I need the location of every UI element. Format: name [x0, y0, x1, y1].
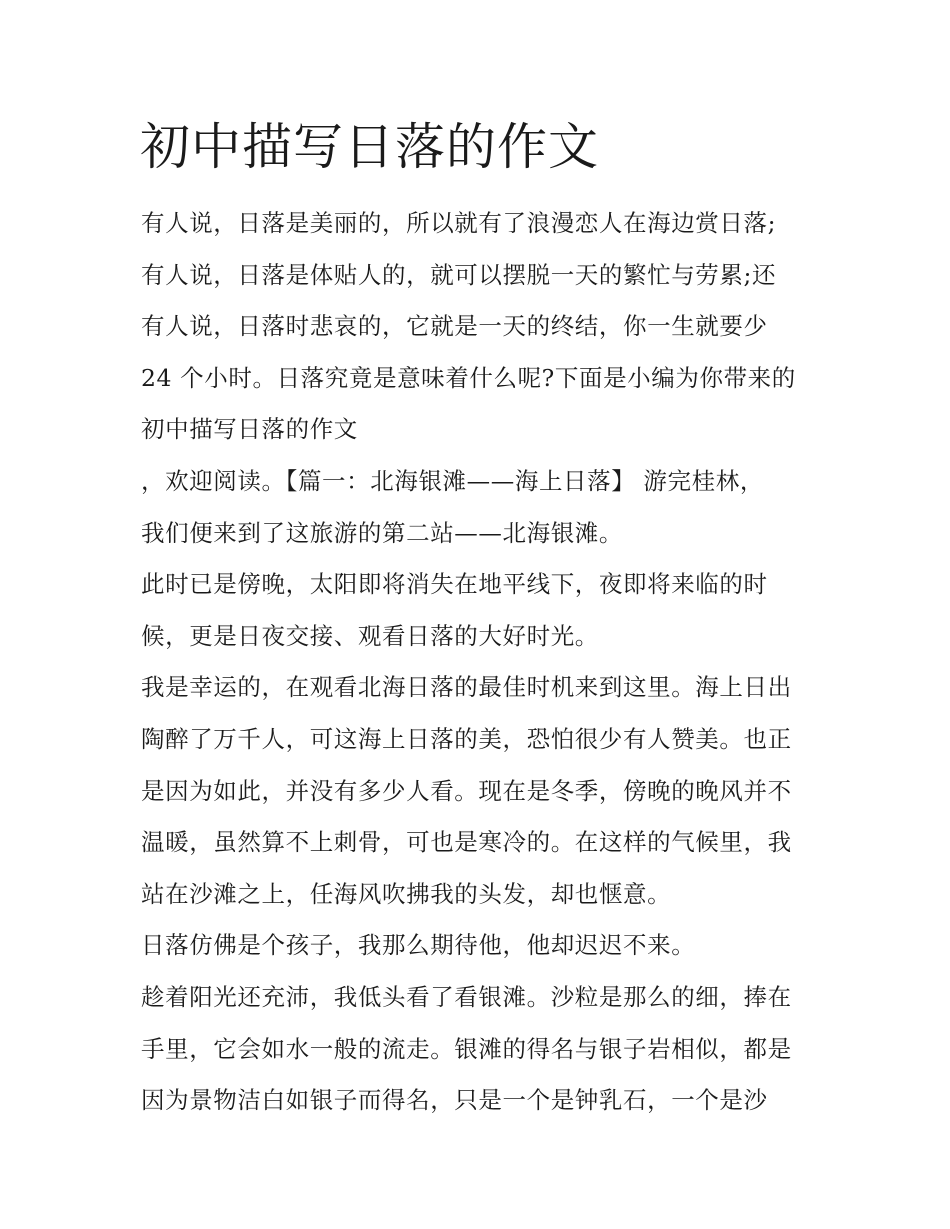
body-line: 是因为如此，并没有多少人看。现在是冬季，傍晚的晚风并不 [141, 776, 792, 805]
body-line: 候，更是日夜交接、观看日落的大好时光。 [141, 621, 599, 650]
body-line: 我是幸运的，在观看北海日落的最佳时机来到这里。海上日出 [141, 673, 792, 702]
body-line: 因为景物洁白如银子而得名，只是一个是钟乳石，一个是沙 [141, 1086, 768, 1115]
document-title: 初中描写日落的作文 [140, 118, 599, 176]
body-line: 有人说，日落是美丽的，所以就有了浪漫恋人在海边赏日落; [141, 209, 777, 237]
body-line: 温暖，虽然算不上刺骨，可也是寒冷的。在这样的气候里，我 [141, 828, 792, 857]
body-line: ，欢迎阅读。【篇一：北海银滩——海上日落】 游完桂林， [141, 466, 764, 495]
body-line: 24 个小时。日落究竟是意味着什么呢?下面是小编为你带来的 [141, 363, 796, 392]
body-line: 陶醉了万千人，可这海上日落的美，恐怕很少有人赞美。也正 [141, 724, 792, 753]
body-line: 有人说，日落是体贴人的，就可以摆脱一天的繁忙与劳累;还 [141, 260, 777, 289]
body-line: 站在沙滩之上，任海风吹拂我的头发，却也惬意。 [141, 879, 672, 908]
document-body [141, 198, 821, 1127]
body-line: 此时已是傍晚，太阳即将消失在地平线下，夜即将来临的时 [141, 570, 768, 599]
body-line: 日落仿佛是个孩子，我那么期待他，他却迟迟不来。 [141, 931, 696, 960]
body-line: 手里，它会如水一般的流走。银滩的得名与银子岩相似，都是 [141, 1034, 792, 1063]
body-line: 有人说，日落时悲哀的，它就是一天的终结，你一生就要少 [141, 312, 768, 341]
body-line: 初中描写日落的作文 [141, 415, 358, 444]
body-line: 趁着阳光还充沛，我低头看了看银滩。沙粒是那么的细，捧在 [141, 982, 792, 1011]
body-line: 我们便来到了这旅游的第二站——北海银滩。 [141, 518, 623, 547]
